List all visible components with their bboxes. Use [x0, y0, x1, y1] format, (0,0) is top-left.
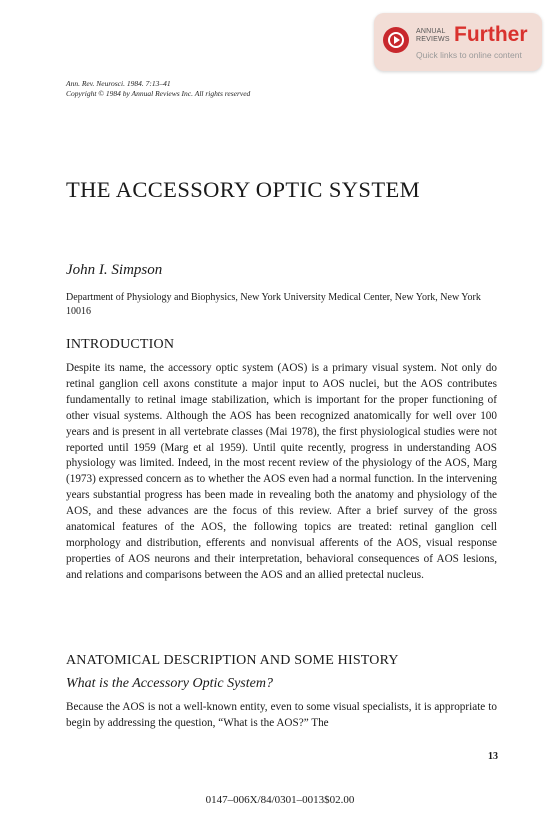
section-heading-introduction: INTRODUCTION	[66, 337, 175, 352]
page-number: 13	[488, 751, 498, 762]
annual-reviews-further-badge[interactable]	[374, 13, 542, 71]
subsection-heading: What is the Accessory Optic System?	[66, 676, 273, 691]
anatomical-paragraph: Because the AOS is not a well-known entity, even to some visual specialists, it is appropriate to begin by addressing the question, “What is the AOS?” The	[66, 701, 497, 729]
further-subtitle: Quick links to online content	[416, 50, 522, 60]
journal-citation	[66, 79, 250, 99]
annual-reviews-label: ANNUAL REVIEWS	[416, 28, 450, 43]
annual-reviews-logo-icon	[383, 27, 409, 53]
copyright-line: Copyright © 1984 by Annual Reviews Inc. All rights reserved	[66, 89, 251, 98]
introduction-paragraph: Despite its name, the accessory optic system (AOS) is a primary visual system. Not only do retinal ganglion cell axons constitute a major input to AOS nuclei, but the AOS contributes fundamentally to retinal image stabilization, which is important for the proper functioning of other visual systems. Although the AOS has been recognized anatomically for well over 100 years and is present in all vertebrate classes (Mai 1978), the first physiological studies were not reported until 1959 (Marg et al 1959). Until quite recently, progress in understanding AOS physiology was limited. Indeed, in the most recent review of the physiology of the AOS, Marg (1973) expressed concern as to whether the AOS even had a normal function. In the intervening years substantial progress has been made in revealing both the anatomy and physiology of the AOS, and these advances are the focus of this review. After a brief survey of the gross anatomical features of the AOS, the following topics are treated: retinal ganglion cell morphology and distribution, efferents and nonvisual afferents of the AOS, visual response properties of AOS neurons and their interpretation, behavioral consequences of AOS lesions, and relations and comparisons between the AOS and an allied pretectal nucleus.	[66, 362, 497, 581]
footer-code: 0147–006X/84/0301–0013$02.00	[205, 794, 355, 806]
citation-line: Ann. Rev. Neurosci. 1984. 7:13–41	[66, 79, 171, 88]
author-affiliation: Department of Physiology and Biophysics, New York University Medical Center, New York, New York 10016	[66, 292, 481, 317]
section-heading-anatomical: ANATOMICAL DESCRIPTION AND SOME HISTORY	[66, 653, 399, 668]
article-title: THE ACCESSORY OPTIC SYSTEM	[66, 177, 421, 202]
author-name: John I. Simpson	[66, 262, 163, 278]
further-label: Further	[454, 23, 528, 46]
